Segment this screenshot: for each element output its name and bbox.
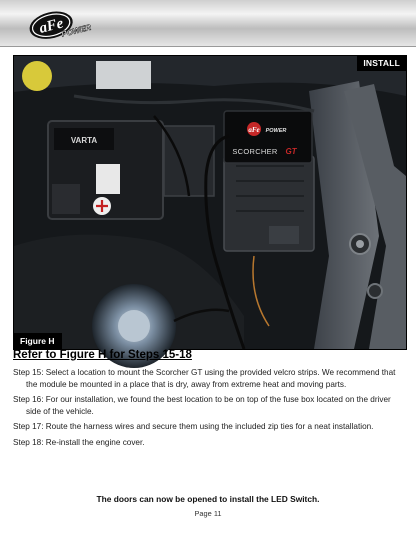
battery-brand-label: VARTA xyxy=(70,136,98,145)
step-16-line-1: Step 16: For our installation, we found the best location to be on top of the fuse box located on the driver xyxy=(13,395,391,404)
step-18 xyxy=(13,437,405,449)
section-title: Refer to Figure H for Steps 15-18 xyxy=(13,349,192,361)
figure-h-photo xyxy=(13,55,407,350)
step-17 xyxy=(13,421,405,433)
afe-power-logo xyxy=(24,5,93,43)
module-brand: aFe xyxy=(248,126,260,134)
module-label-suffix: GT xyxy=(285,147,297,156)
step-18-line-1: Step 18: Re-install the engine cover. xyxy=(13,437,145,447)
install-tag: INSTALL xyxy=(357,56,406,71)
step-17-line-1: Step 17: Route the harness wires and secure them using the included zip ties for a neat installation. xyxy=(13,422,374,431)
closing-note: The doors can now be opened to install the LED Switch. xyxy=(96,494,320,504)
header-band xyxy=(0,0,416,47)
page-number: Page 11 xyxy=(194,509,222,518)
module-label: SCORCHER xyxy=(232,147,278,156)
figure-caption-tag: Figure H xyxy=(14,333,62,349)
logo-subtext: POWER xyxy=(60,22,93,39)
step-16-line-2: side of the vehicle. xyxy=(26,406,94,416)
module-brand-sub: POWER xyxy=(265,128,287,134)
steps-list xyxy=(13,367,405,452)
step-15 xyxy=(13,367,405,390)
step-16 xyxy=(13,394,405,417)
step-15-line-2: the module be mounted in a place that is dry, away from extreme heat and moving parts. xyxy=(26,379,347,389)
step-15-line-1: Step 15: Select a location to mount the Scorcher GT using the provided velcro strips. We recommend that xyxy=(13,368,396,377)
engine-bay-illustration xyxy=(14,56,406,349)
logo-text: aFe xyxy=(37,15,66,37)
